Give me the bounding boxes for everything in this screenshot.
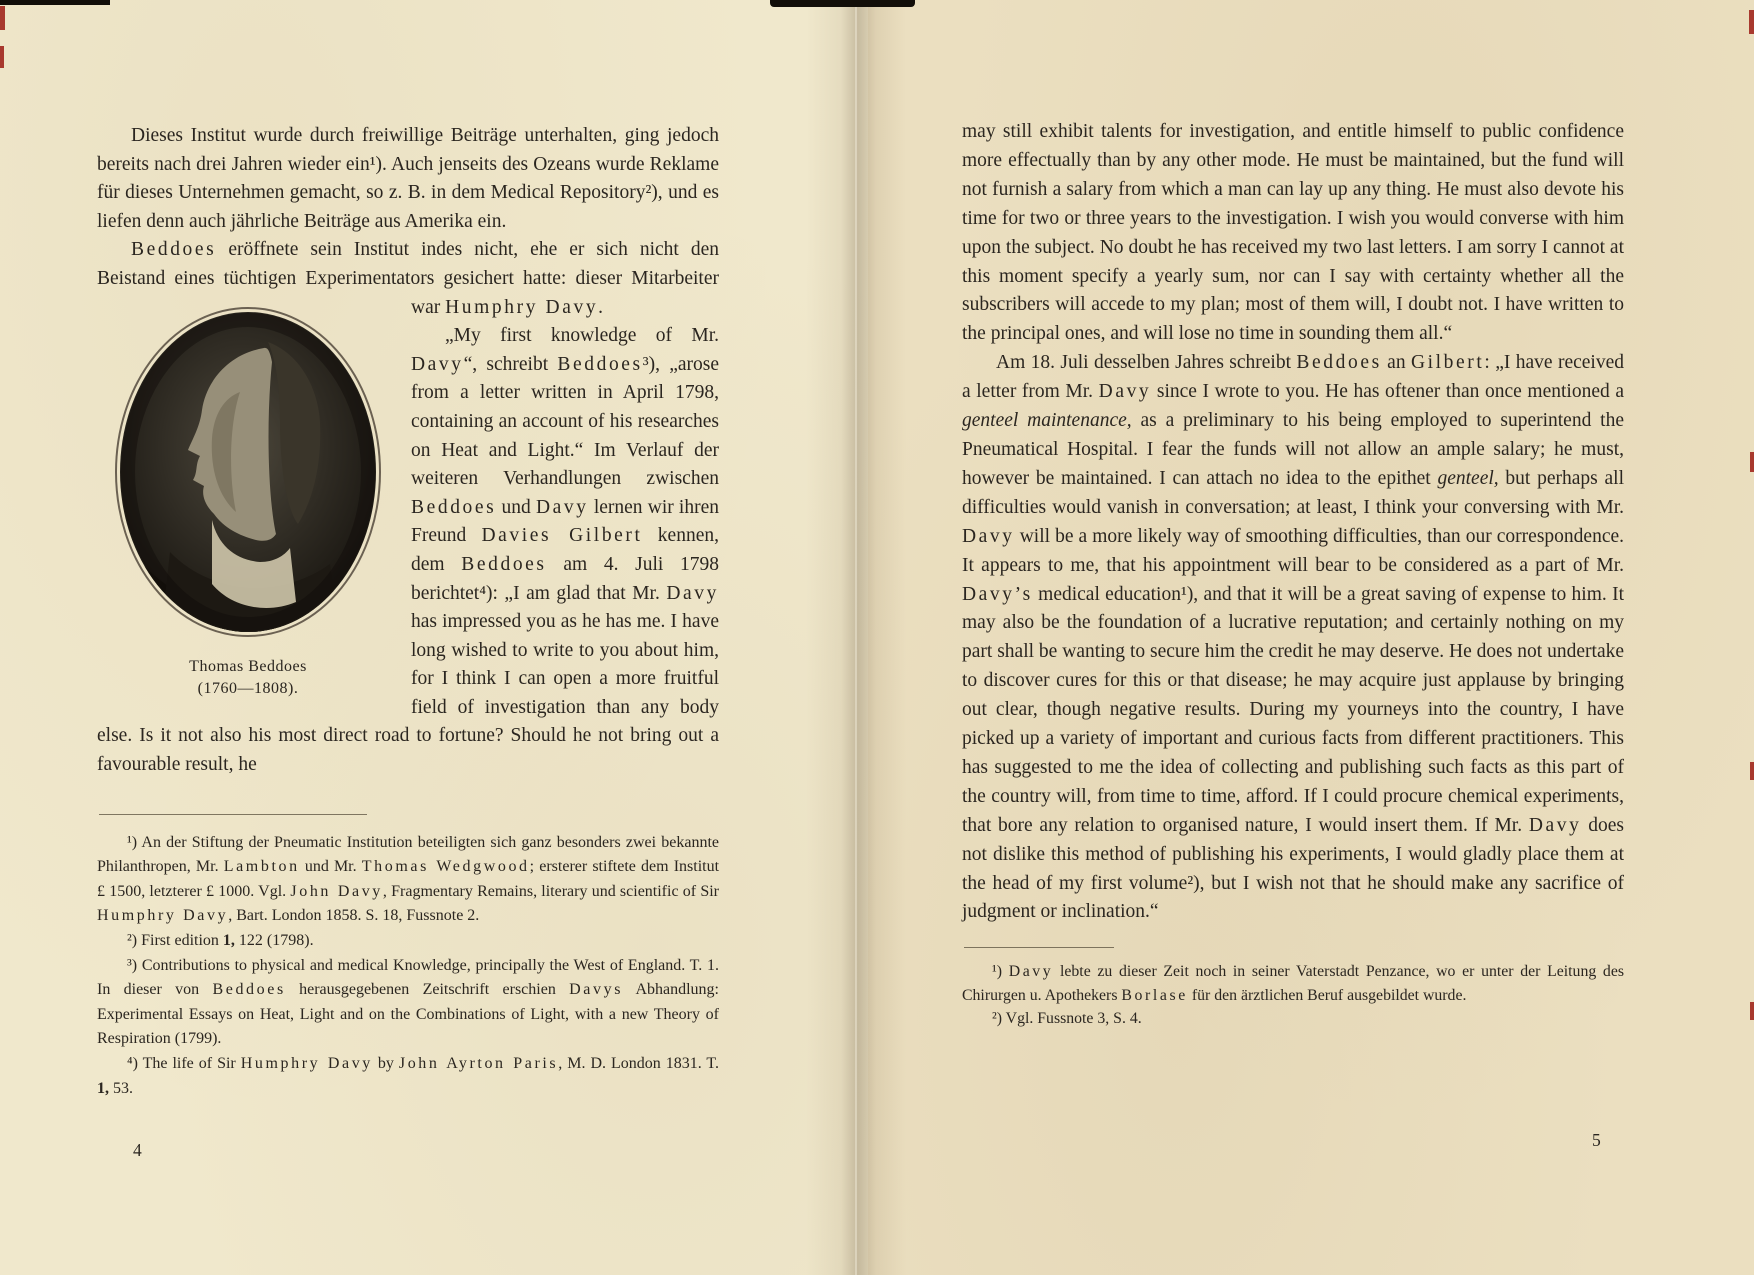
paragraph-letter-continuation <box>962 118 1624 349</box>
letterspaced-name: Davies Gilbert <box>481 525 643 547</box>
text-segment: ¹) An der Stiftung der Pneumatic Institution beteiligten sich ganz besonders zwei bekannte Philanthropen, Mr. <box>97 833 719 876</box>
text-segment: Mitarbeiter war <box>411 267 719 318</box>
text-segment: , Fragmentary Remains, literary und scientific of Sir <box>382 882 719 900</box>
letterspaced-name: Gilbert <box>1410 352 1485 374</box>
text-segment: Am 18. Juli desselben Jahres schreibt <box>996 352 1297 374</box>
letterspaced-name: Beddoes <box>411 496 497 518</box>
letterspaced-name: Beddoes <box>212 981 286 999</box>
text-segment: ; ersterer stiftete dem Institut £ 1500, letzterer £ 1000. Vgl. <box>97 858 720 900</box>
letterspaced-name: Davy’s <box>962 583 1033 605</box>
italic-phrase: genteel, <box>1437 467 1499 489</box>
text-segment: 122 (1798). <box>234 932 314 950</box>
text-segment-group <box>962 963 1624 1003</box>
text-segment: : „I have received a letter from Mr. <box>962 352 1624 403</box>
text-segment: eröffnete sein Institut indes nicht, ehe er sich nicht den Beistand eines tüchtigen Experimentators gesichert hatte: dieser <box>97 239 719 289</box>
text-segment-group <box>97 1055 719 1097</box>
book-edge-red-mark <box>0 6 5 30</box>
footnote-2 <box>962 1007 1624 1030</box>
letterspaced-name: Davy <box>962 525 1015 547</box>
paragraph-institute-funding <box>97 122 719 236</box>
text-segment: ²) First edition <box>127 932 223 950</box>
footnote-2 <box>97 929 719 954</box>
left-page-text-block <box>97 122 719 1101</box>
letterspaced-name: Davy <box>411 353 464 375</box>
gutter-top-dark-sliver <box>770 0 915 7</box>
thomas-beddoes-portrait-image <box>100 302 396 646</box>
text-segment: “, schreibt <box>463 353 558 375</box>
text-segment: am 4. Juli 1798 berichtet⁴): „I am glad that Mr. <box>411 553 719 604</box>
letterspaced-name: Beddoes <box>461 553 547 575</box>
text-segment-group <box>127 932 314 949</box>
left-page <box>0 0 868 1275</box>
portrait-figure <box>97 302 399 700</box>
letterspaced-name: Thomas Wedgwood <box>361 858 530 876</box>
letterspaced-name: Davy <box>1098 381 1152 403</box>
text-segment: , Bart. London 1858. S. 18, Fussnote 2. <box>228 907 480 925</box>
letterspaced-name: Beddoes <box>557 353 643 375</box>
footnote-1 <box>97 831 719 929</box>
letterspaced-name: Humphry Davy <box>97 907 229 925</box>
text-segment-group <box>97 957 719 1048</box>
text-segment: herausgegebenen Zeitschrift erschien <box>285 981 570 999</box>
letterspaced-name: John Davy <box>290 882 383 900</box>
letterspaced-name: John Ayrton Paris <box>398 1055 559 1072</box>
footnote-1 <box>962 960 1624 1007</box>
text-segment: und <box>496 496 536 518</box>
text-segment: ³) Contributions to physical and medical Knowledge, principally the West of England. T. 1. In dieser von <box>97 956 719 999</box>
text-segment: 1, <box>97 1079 109 1097</box>
letterspaced-name: Davy <box>1528 814 1582 836</box>
text-segment: Dieses Institut wurde durch freiwillige Beiträge unterhalten, ging jedoch bereits nach drei Jahren wieder ein¹). Auch jenseits des Ozeans wurde Reklame für dieses Unternehmen gemacht, so z. B. in dem Medical Repository²), und es liefen denn auch jährliche Beiträge aus Amerika ein. <box>97 125 719 232</box>
text-segment: , M. D. London 1831. T. <box>558 1055 720 1072</box>
letterspaced-name: Davy <box>666 582 719 604</box>
text-segment: „My first knowledge of Mr. <box>445 325 719 347</box>
portrait-caption-name: Thomas Beddoes <box>189 657 307 675</box>
text-segment: ³), „arose from a letter written in April 1798, containing an account of his researches on Heat and Light.“ Im Verlauf der weiteren Verhandlungen zwischen <box>411 353 720 490</box>
text-segment: für den ärztlichen Beruf ausgebildet wurde. <box>1187 986 1467 1004</box>
book-edge-red-mark <box>1750 762 1754 780</box>
text-segment-group <box>97 125 719 232</box>
letterspaced-name: Humphry Davy <box>445 296 599 318</box>
text-segment: since I wrote to you. He has oftener than once mentioned a <box>1151 381 1624 403</box>
portrait-caption-dates: (1760—1808). <box>197 679 299 697</box>
text-segment: does not dislike this method of publishing his experiments, I would gladly place them at the head of my first volume²), but I wish not that he should make any sacrifice of judgment or inclination.“ <box>962 814 1624 923</box>
letterspaced-name: Lambton <box>223 858 300 876</box>
top-left-dark-sliver <box>0 0 110 5</box>
letterspaced-name: Beddoes <box>131 239 217 261</box>
text-segment: . <box>598 296 604 318</box>
text-segment: as a preliminary to his being employed to superintend the Pneumatical Hospital. I fear the funds will not allow an ample salary; he must, however be maintained. I can attach no idea to the epithet <box>962 410 1625 489</box>
text-segment: kennen, dem <box>411 525 719 575</box>
book-edge-red-mark <box>0 46 4 68</box>
text-segment: has impressed you as he has me. I have long wished to write to you about him, for I think I can open a more fruitful field of investigation than any body else. Is it not also his most direct road to fortune? Should he not bring out a favourable result, he <box>97 611 719 776</box>
book-edge-red-mark <box>1750 452 1754 472</box>
text-segment: lernen wir ihren Freund <box>411 496 719 547</box>
book-edge-red-mark <box>1749 10 1754 34</box>
right-page-text-block <box>962 118 1624 1031</box>
book-edge-red-mark <box>1750 1002 1754 1020</box>
letterspaced-name: Davy <box>536 496 589 518</box>
text-segment: an <box>1381 352 1411 374</box>
text-segment: ⁴) The life of Sir <box>127 1055 241 1072</box>
page-number-right: 5 <box>1592 1130 1601 1150</box>
footnote-separator <box>99 814 367 815</box>
text-segment: 1, <box>222 932 235 950</box>
italic-phrase: genteel maintenance, <box>962 410 1132 432</box>
text-segment: by <box>372 1055 399 1072</box>
text-segment-group <box>97 239 719 289</box>
text-segment: Abhandlung: Experimental Essays on Heat, Light and on the Combinations of Light, with a new Theory of Respiration (1799). <box>97 981 720 1048</box>
text-segment: medical education¹), and that it will be a great saving of expense to him. It may also be the foundation of a lucrative reputation; and certainly nothing on my part shall be wanting to secure him the credit he may deserve. He does not undertake to discover cures for this or that disease; he may acquire just applause by bringing out clear, though negative results. During my yourneys into the country, I have picked up a variety of important and curious facts from different practitioners. This has suggested to me the idea of collecting and publishing such facts as this part of the country will, from time to time, afford. If I could procure chemical experiments, that bore any relation to organised nature, I would insert them. If Mr. <box>962 583 1624 836</box>
text-segment: und Mr. <box>299 858 362 876</box>
footnote-3 <box>97 954 719 1052</box>
paragraph-beddoes-to-gilbert <box>962 349 1624 927</box>
text-segment: ²) Vgl. Fussnote 3, S. 4. <box>992 1010 1142 1028</box>
page-number-left: 4 <box>133 1140 142 1160</box>
letterspaced-name: Humphry Davy <box>240 1055 373 1072</box>
text-segment: will be a more likely way of smoothing difficulties, than our correspondence. It appears to me, that his appointment will bear to be considered as a part of Mr. <box>962 525 1624 576</box>
letterspaced-name: Davys <box>569 981 624 999</box>
text-segment: may still exhibit talents for investigation, and entitle himself to public confidence more effectually than by any other mode. He must be maintained, but the fund will not furnish a salary from which a man can lay up any thing. He must also devote his time for two or three years to the investigation. I wish you would converse with him upon the subject. No doubt he has received my two last letters. I am sorry I cannot at this moment specify a yearly sum, nor can I say with certainty whether all the subscribers will accede to my plan; most of them will, I doubt not. I have written to the principal ones, and will lose no time in sounding them all.“ <box>962 121 1624 345</box>
footnote-4 <box>97 1052 719 1101</box>
text-segment: 53. <box>109 1079 133 1097</box>
text-segment-group <box>962 121 1624 344</box>
letterspaced-name: Beddoes <box>1296 352 1382 374</box>
text-segment-group <box>962 352 1624 922</box>
footnote-separator <box>964 947 1114 948</box>
text-segment: but perhaps all difficulties would vanish in conversation; at least, I think your conversing with Mr. <box>962 467 1624 518</box>
letterspaced-name: Borlase <box>1121 986 1188 1004</box>
text-segment-group <box>992 1010 1142 1027</box>
letterspaced-name: Davy <box>1008 963 1054 981</box>
text-segment-group <box>97 834 719 925</box>
text-segment: ¹) <box>992 963 1009 981</box>
text-segment: lebte zu dieser Zeit noch in seiner Vaterstadt Penzance, wo er unter der Leitung des Chirurgen u. Apothekers <box>962 963 1624 1004</box>
